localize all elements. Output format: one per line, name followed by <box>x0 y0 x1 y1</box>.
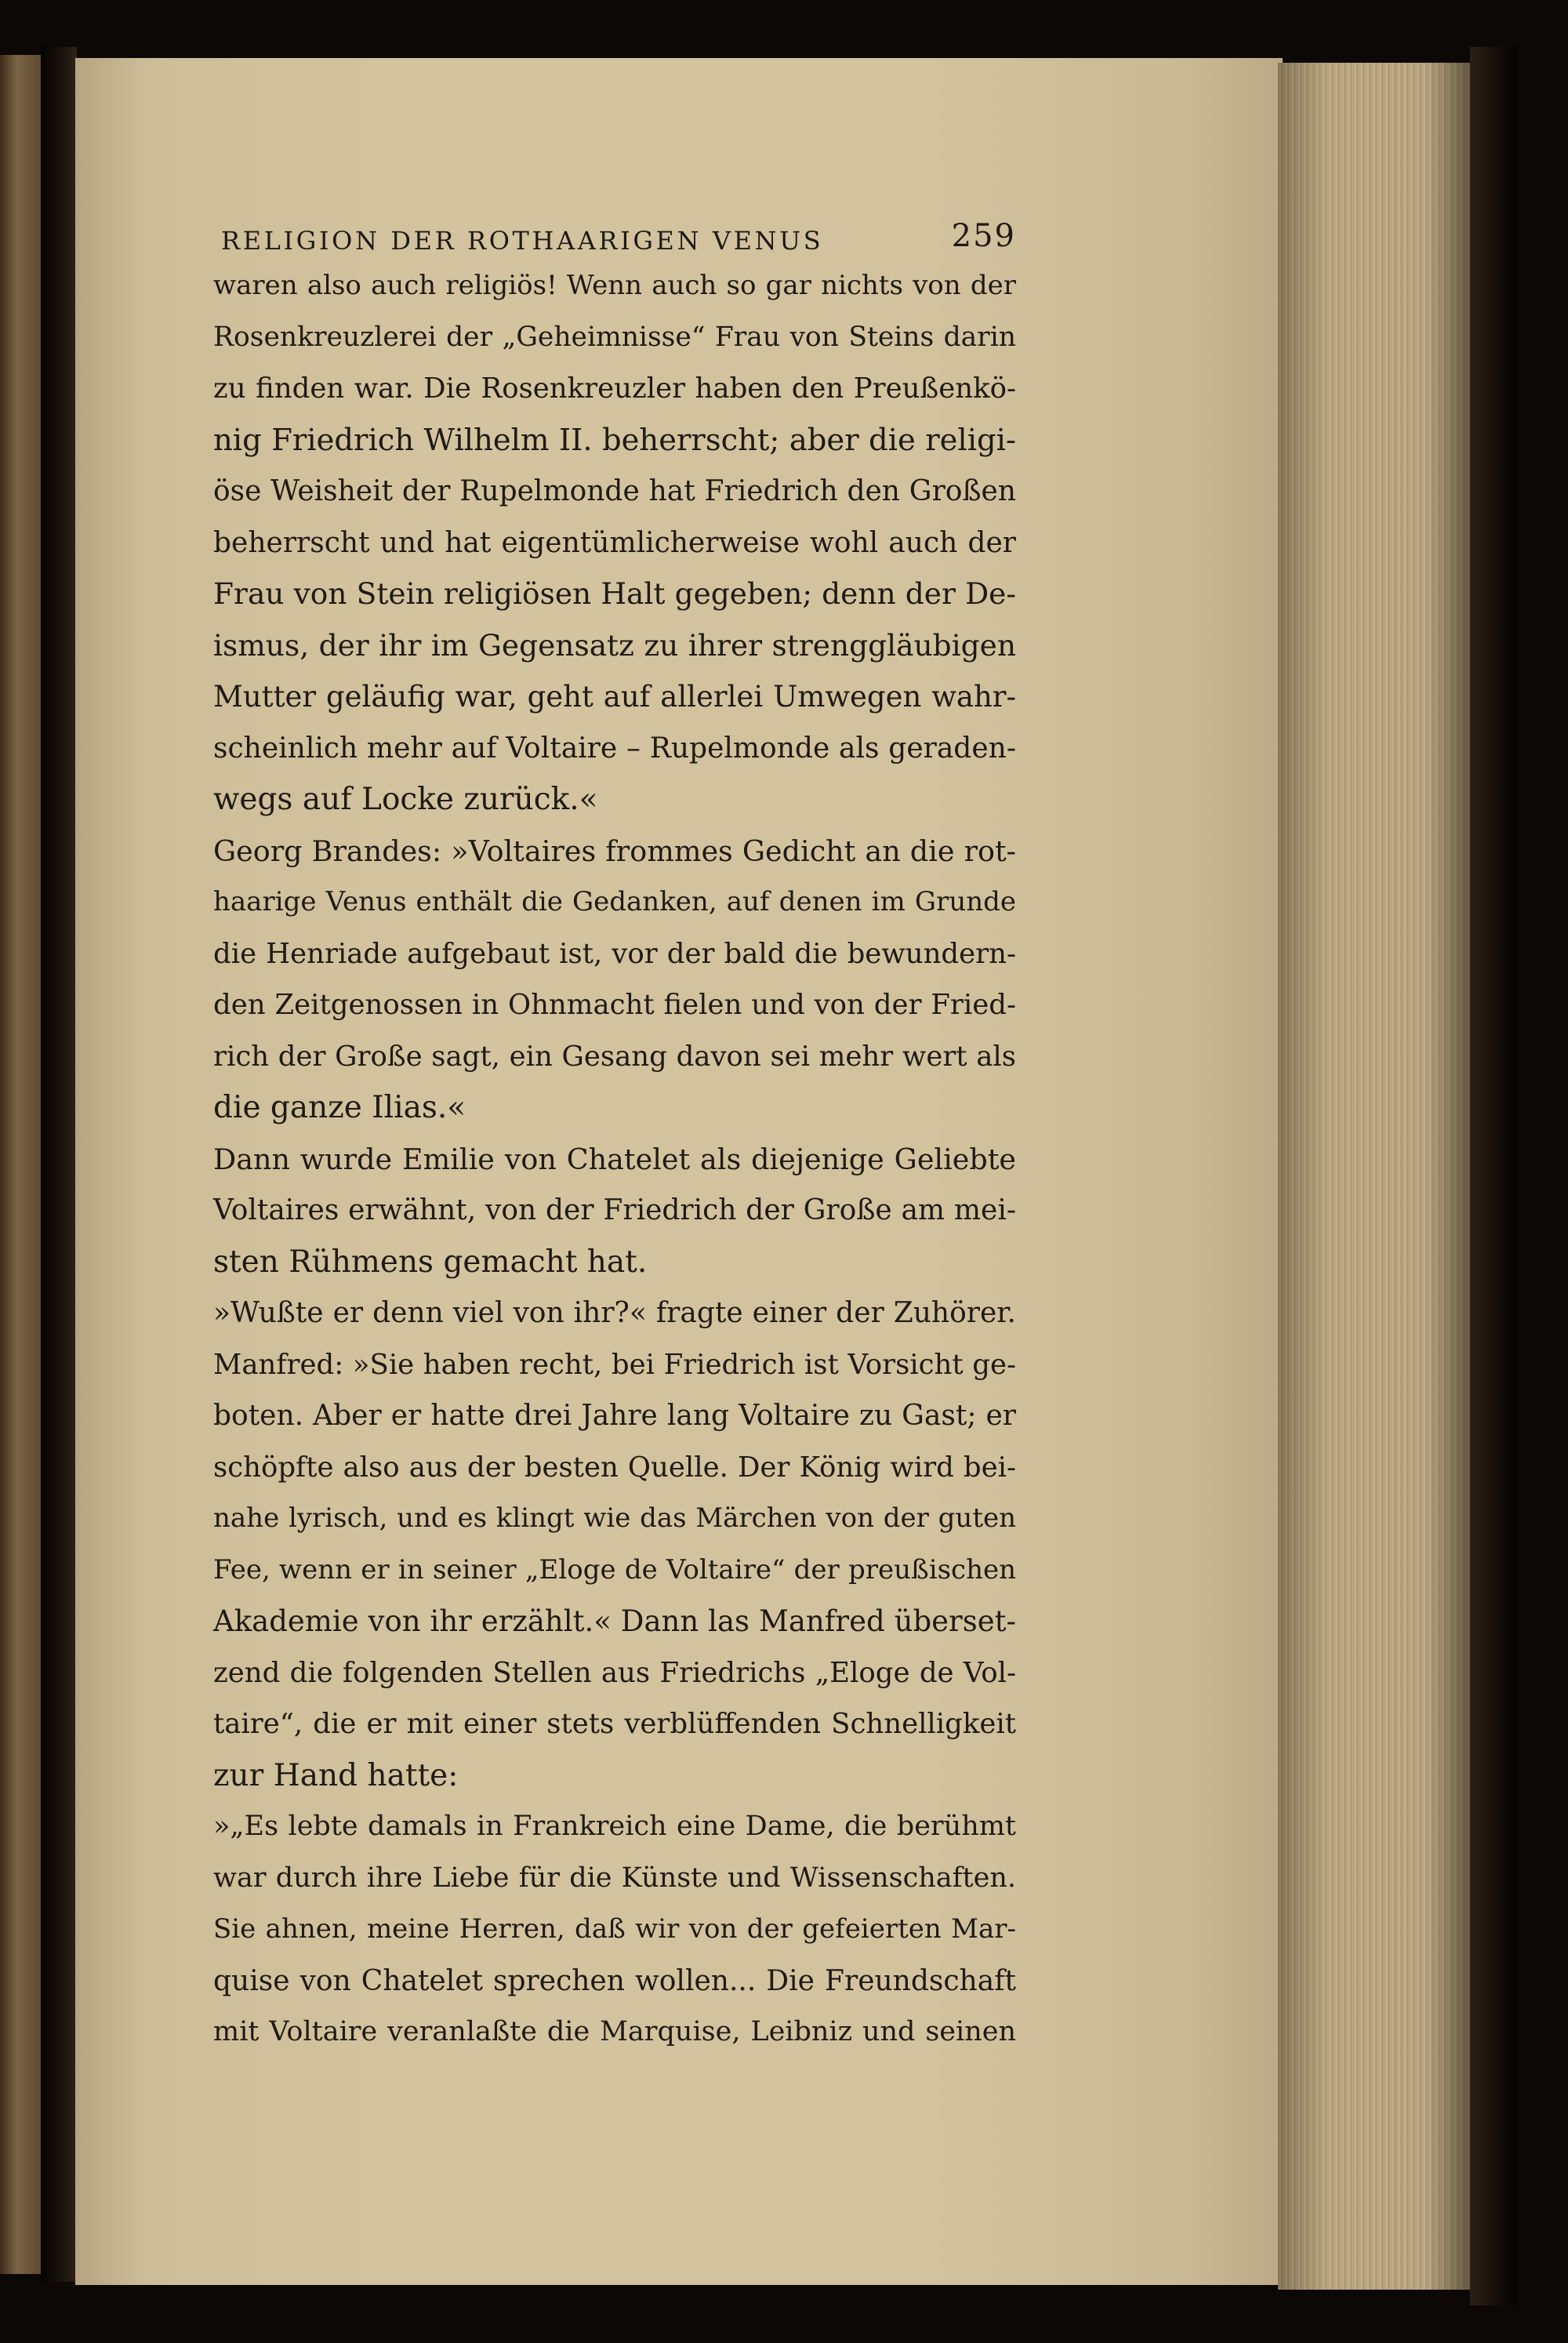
page-text-block <box>213 215 1016 2058</box>
page-number: 259 <box>951 218 1016 254</box>
text-line: Akademie von ihr erzählt.« Dann las Manfred überset- <box>213 1604 1016 1638</box>
book-cover-edge <box>1470 47 1517 2305</box>
text-line: Voltaires erwähnt, von der Friedrich der Große am mei- <box>213 1194 1016 1226</box>
page-block-shadow <box>1278 63 1474 2290</box>
text-line: »Wußte er denn viel von ihr?« fragte einer der Zuhörer. <box>213 1297 1016 1329</box>
text-line: nahe lyrisch, und es klingt wie das Märchen von der guten <box>213 1502 1016 1534</box>
text-line: Mutter geläufig war, geht auf allerlei Umwegen wahr- <box>213 680 1016 714</box>
text-line: sten Rühmens gemacht hat. <box>213 1244 648 1280</box>
text-line: rich der Große sagt, ein Gesang davon sei mehr wert als <box>213 1040 1016 1073</box>
text-line: haarige Venus enthält die Gedanken, auf denen im Grunde <box>213 886 1016 917</box>
text-line: die ganze Ilias.« <box>213 1090 466 1125</box>
text-line: den Zeitgenossen in Ohnmacht fielen und von der Fried- <box>213 989 1016 1021</box>
text-line: Frau von Stein religiösen Halt gegeben; denn der De- <box>213 576 1016 611</box>
text-line: taire“, die er mit einer stets verblüffenden Schnelligkeit <box>213 1708 1016 1740</box>
text-line: »„Es lebte damals in Frankreich eine Dame, die berühmt <box>213 1811 1016 1842</box>
text-line: ismus, der ihr im Gegensatz zu ihrer strenggläubigen <box>213 627 1016 663</box>
text-line: schöpfte also aus der besten Quelle. Der König wird bei- <box>213 1451 1016 1484</box>
text-line: Dann wurde Emilie von Chatelet als diejenige Geliebte <box>213 1142 1016 1176</box>
text-line: wegs auf Locke zurück.« <box>213 782 598 817</box>
text-line: nig Friedrich Wilhelm II. beherrscht; aber die religi- <box>213 422 1016 458</box>
text-line: die Henriade aufgebaut ist, vor der bald die bewundern- <box>213 937 1016 970</box>
text-line: Georg Brandes: »Voltaires frommes Gedicht an die rot- <box>213 834 1016 868</box>
text-line: waren also auch religiös! Wenn auch so gar nichts von der <box>213 270 1016 301</box>
running-head <box>213 215 1016 260</box>
text-line: mit Voltaire veranlaßte die Marquise, Leibniz und seinen <box>213 2016 1016 2047</box>
body-text <box>213 260 1016 2058</box>
text-line: Rosenkreuzlerei der „Geheimnisse“ Frau von Steins darin <box>213 321 1016 353</box>
text-line: beherrscht und hat eigentümlicherweise wohl auch der <box>213 526 1016 559</box>
text-line: öse Weisheit der Rupelmonde hat Friedrich den Großen <box>213 475 1016 507</box>
text-line: boten. Aber er hatte drei Jahre lang Voltaire zu Gast; er <box>213 1400 1016 1432</box>
text-line: Fee, wenn er in seiner „Eloge de Voltaire“ der preußischen <box>213 1553 1016 1586</box>
text-line: war durch ihre Liebe für die Künste und Wissenschaften. <box>213 1862 1016 1894</box>
text-line: quise von Chatelet sprechen wollen... Die Freundschaft <box>213 1964 1016 1997</box>
text-line: zur Hand hatte: <box>213 1757 459 1793</box>
previous-page-edge <box>0 55 41 2274</box>
book-gutter <box>41 47 77 2282</box>
text-line: Sie ahnen, meine Herren, daß wir von der gefeierten Mar- <box>213 1913 1016 1945</box>
text-line: zend die folgenden Stellen aus Friedrichs „Eloge de Vol- <box>213 1656 1016 1689</box>
text-line: zu finden war. Die Rosenkreuzler haben den Preußenkö- <box>213 372 1016 405</box>
running-head-title: RELIGION DER ROTHAARIGEN VENUS <box>221 226 824 256</box>
text-line: scheinlich mehr auf Voltaire – Rupelmonde als geraden- <box>213 732 1016 765</box>
text-line: Manfred: »Sie haben recht, bei Friedrich ist Vorsicht ge- <box>213 1348 1016 1381</box>
